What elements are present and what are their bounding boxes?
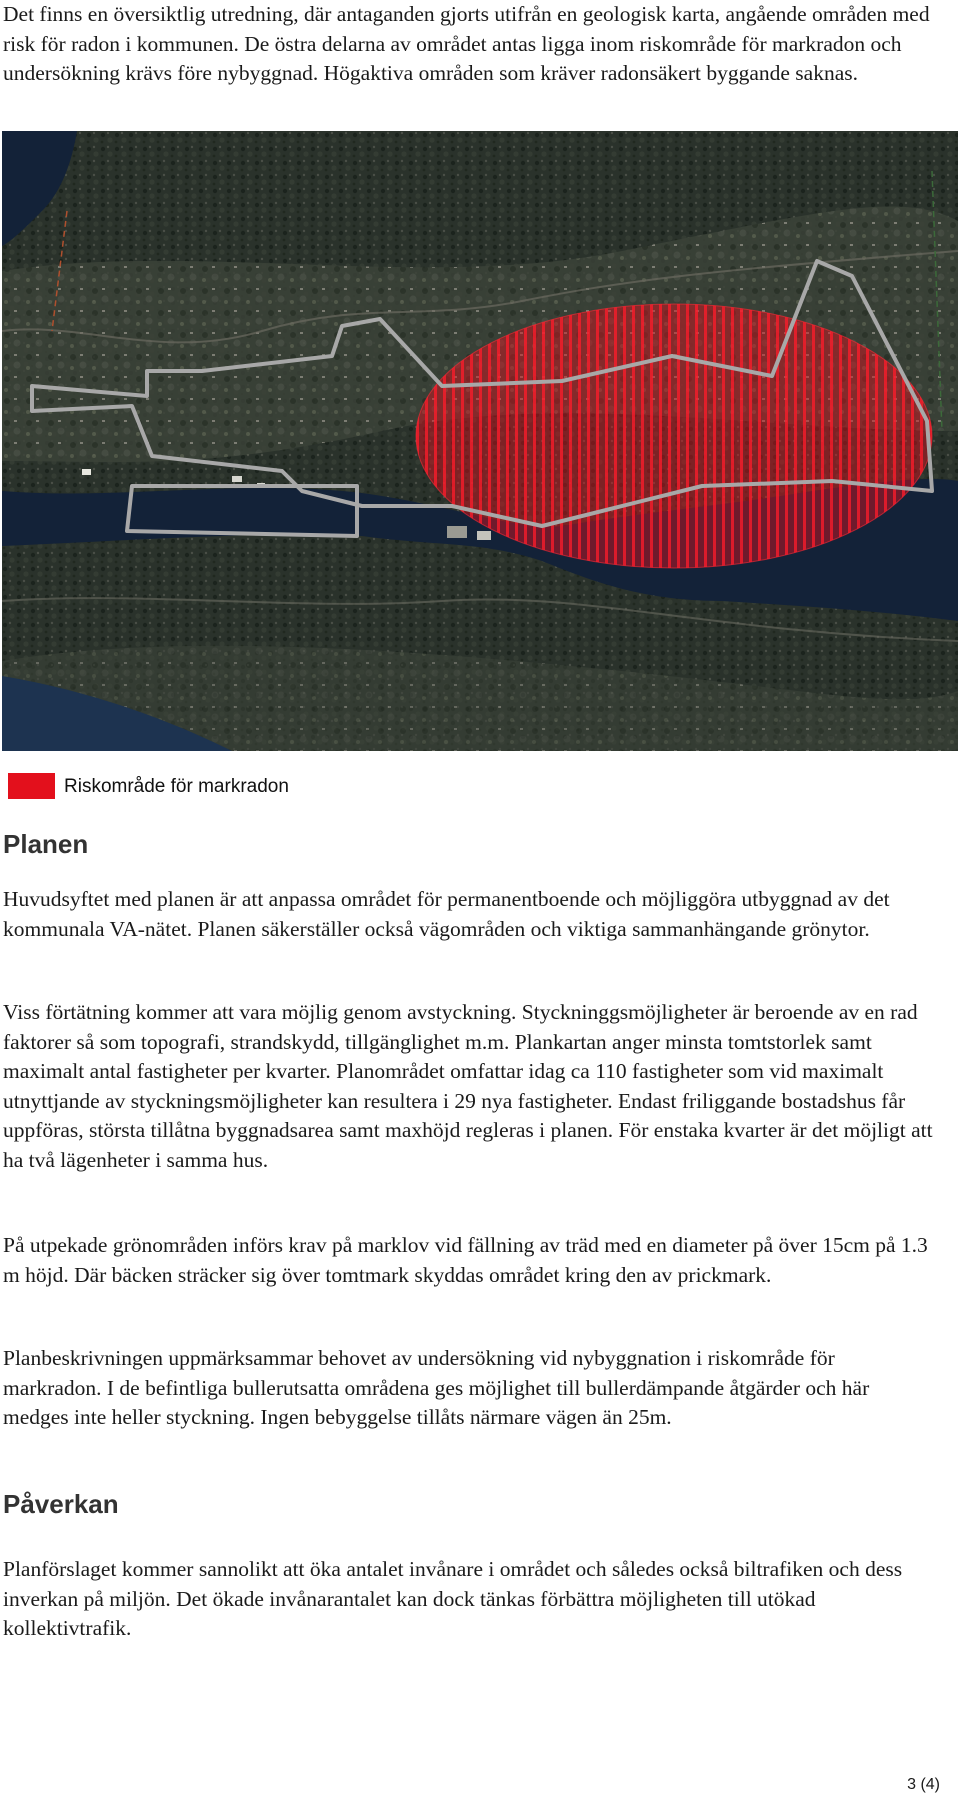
- planen-paragraph-4: Planbeskrivningen uppmärksammar behovet av undersökning vid nybyggnation i riskområde för markradon. I de befintliga bullerutsatta områdena ges möjlighet till bullerdämpande åtgärder och här medges inte heller styckning. Ingen bebyggelse tillåts närmare vägen än 25m.: [3, 1346, 870, 1429]
- planen-paragraph-2: Viss förtätning kommer att vara möjlig genom avstyckning. Styckninggsmöjligheter är beroende av en rad faktorer så som topografi, strandskydd, tillgänglighet m.m. Plankartan anger minsta tomtstorlek samt maximalt antal fastigheter per kvarter. Planområdet omfattar idag ca 110 fastigheter som vid maximalt utnyttjande av styckningsmöjligheter kan resultera i 29 nya fastigheter. Endast friliggande bostadshus får uppföras, största tillåtna byggnadsarea samt maxhöjd regleras i planen. För enstaka kvarter är det möjligt att ha två lägenheter i samma hus.: [3, 1000, 933, 1172]
- planen-paragraph-3: På utpekade grönområden införs krav på marklov vid fällning av träd med en diameter på över 15cm på 1.3 m höjd. Där bäcken sträcker sig över tomtmark skyddas området kring den av prickmark.: [3, 1233, 928, 1287]
- heading-planen: Planen: [3, 829, 89, 859]
- page-number: 3 (4): [907, 1776, 940, 1793]
- legend-label: Riskområde för markradon: [64, 776, 289, 797]
- legend-swatch-risk-area: [8, 773, 55, 799]
- paverkan-paragraph-1: Planförslaget kommer sannolikt att öka antalet invånare i området och således också biltrafiken och dess inverkan på miljön. Det ökade invånarantalet kan dock tänkas förbättra möjligheten till utökad kollektivtrafik.: [3, 1557, 903, 1640]
- aerial-map: [2, 131, 958, 751]
- radon-risk-area: [416, 304, 932, 568]
- aerial-map-graphic: [2, 131, 958, 751]
- intro-paragraph: Det finns en översiktlig utredning, där antaganden gjorts utifrån en geologisk karta, angående områden med risk för radon i kommunen. De östra delarna av området antas ligga inom riskområde för markradon och undersökning krävs före nybyggnad. Högaktiva områden som kräver radonsäkert byggande saknas.: [3, 2, 930, 85]
- heading-paverkan: Påverkan: [3, 1489, 119, 1519]
- planen-paragraph-1: Huvudsyftet med planen är att anpassa området för permanentboende och möjliggöra utbyggnad av det kommunala VA-nätet. Planen säkerställer också vägområden och viktiga sammanhängande grönytor.: [3, 887, 890, 941]
